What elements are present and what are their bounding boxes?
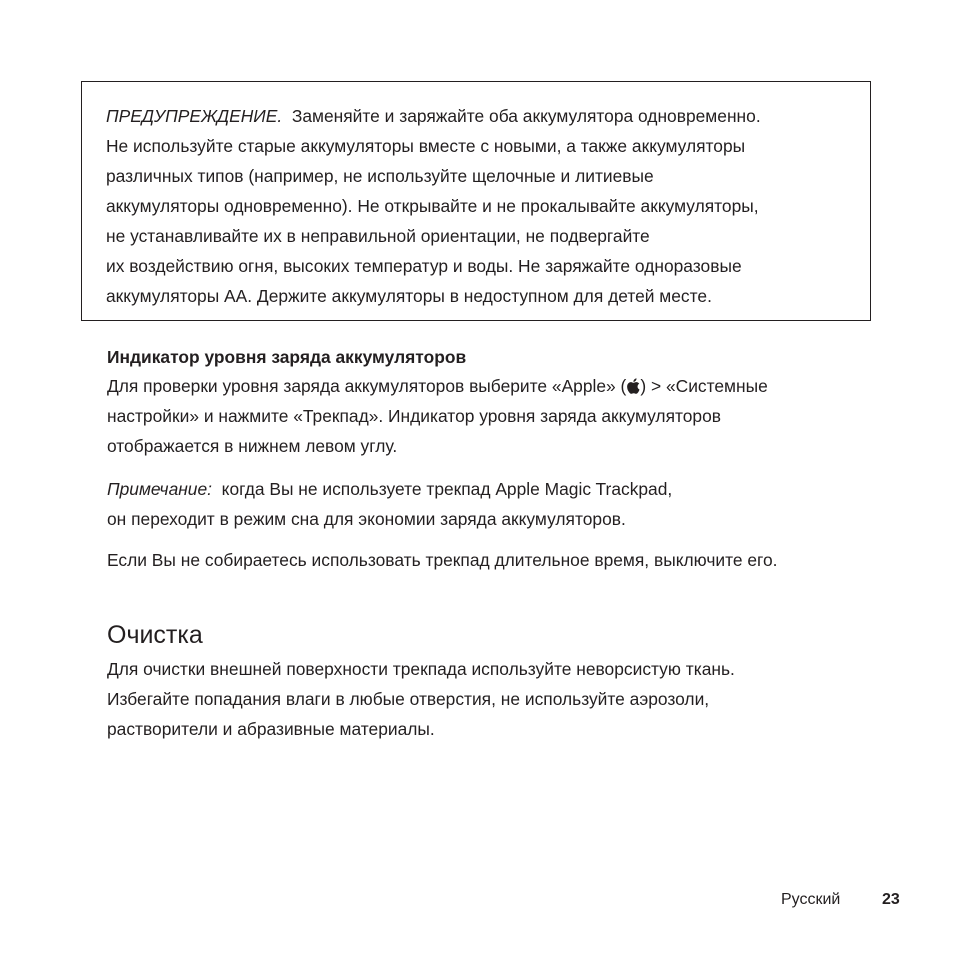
warning-paragraph xyxy=(106,101,850,311)
battery-level-text-end: ) > «Системные настройки» и нажмите «Трекпад». Индикатор уровня заряда аккумуляторов отображается в нижнем левом углу. xyxy=(107,376,768,456)
note-paragraph xyxy=(107,474,867,534)
warning-text: Заменяйте и заряжайте оба аккумулятора одновременно. Не используйте старые аккумуляторы вместе с новыми, а также аккумуляторы различных типов (например, не используйте щелочные и литиевые аккумуляторы одновременно). Не открывайте и не прокалывайте аккумуляторы, не устанавливайте их в неправильной ориентации, не подвергайте их воздействию огня, высоких температур и воды. Не заряжайте одноразовые аккумуляторы АА. Держите аккумуляторы в недоступном для детей месте. xyxy=(106,106,761,306)
turn-off-paragraph: Если Вы не собираетесь использовать трекпад длительное время, выключите его. xyxy=(107,550,778,570)
note-text: когда Вы не используете трекпад Apple Magic Trackpad, он переходит в режим сна для экономии заряда аккумуляторов. xyxy=(107,479,673,529)
battery-level-heading: Индикатор уровня заряда аккумуляторов xyxy=(107,347,467,367)
apple-icon xyxy=(626,378,640,394)
cleaning-title: Очистка xyxy=(107,621,203,649)
cleaning-paragraph: Для очистки внешней поверхности трекпада используйте неворсистую ткань. Избегайте попадания влаги в любые отверстия, не используйте аэрозоли, растворители и абразивные материалы. xyxy=(107,659,735,739)
note-label: Примечание: xyxy=(107,479,212,499)
battery-level-text-start: Для проверки уровня заряда аккумуляторов выберите «Apple» ( xyxy=(107,376,627,396)
page-number: 23 xyxy=(882,891,900,908)
footer-language: Русский xyxy=(781,891,841,908)
battery-level-paragraph xyxy=(107,371,867,461)
warning-label: ПРЕДУПРЕЖДЕНИЕ. xyxy=(106,106,283,126)
warning-box xyxy=(81,81,871,321)
